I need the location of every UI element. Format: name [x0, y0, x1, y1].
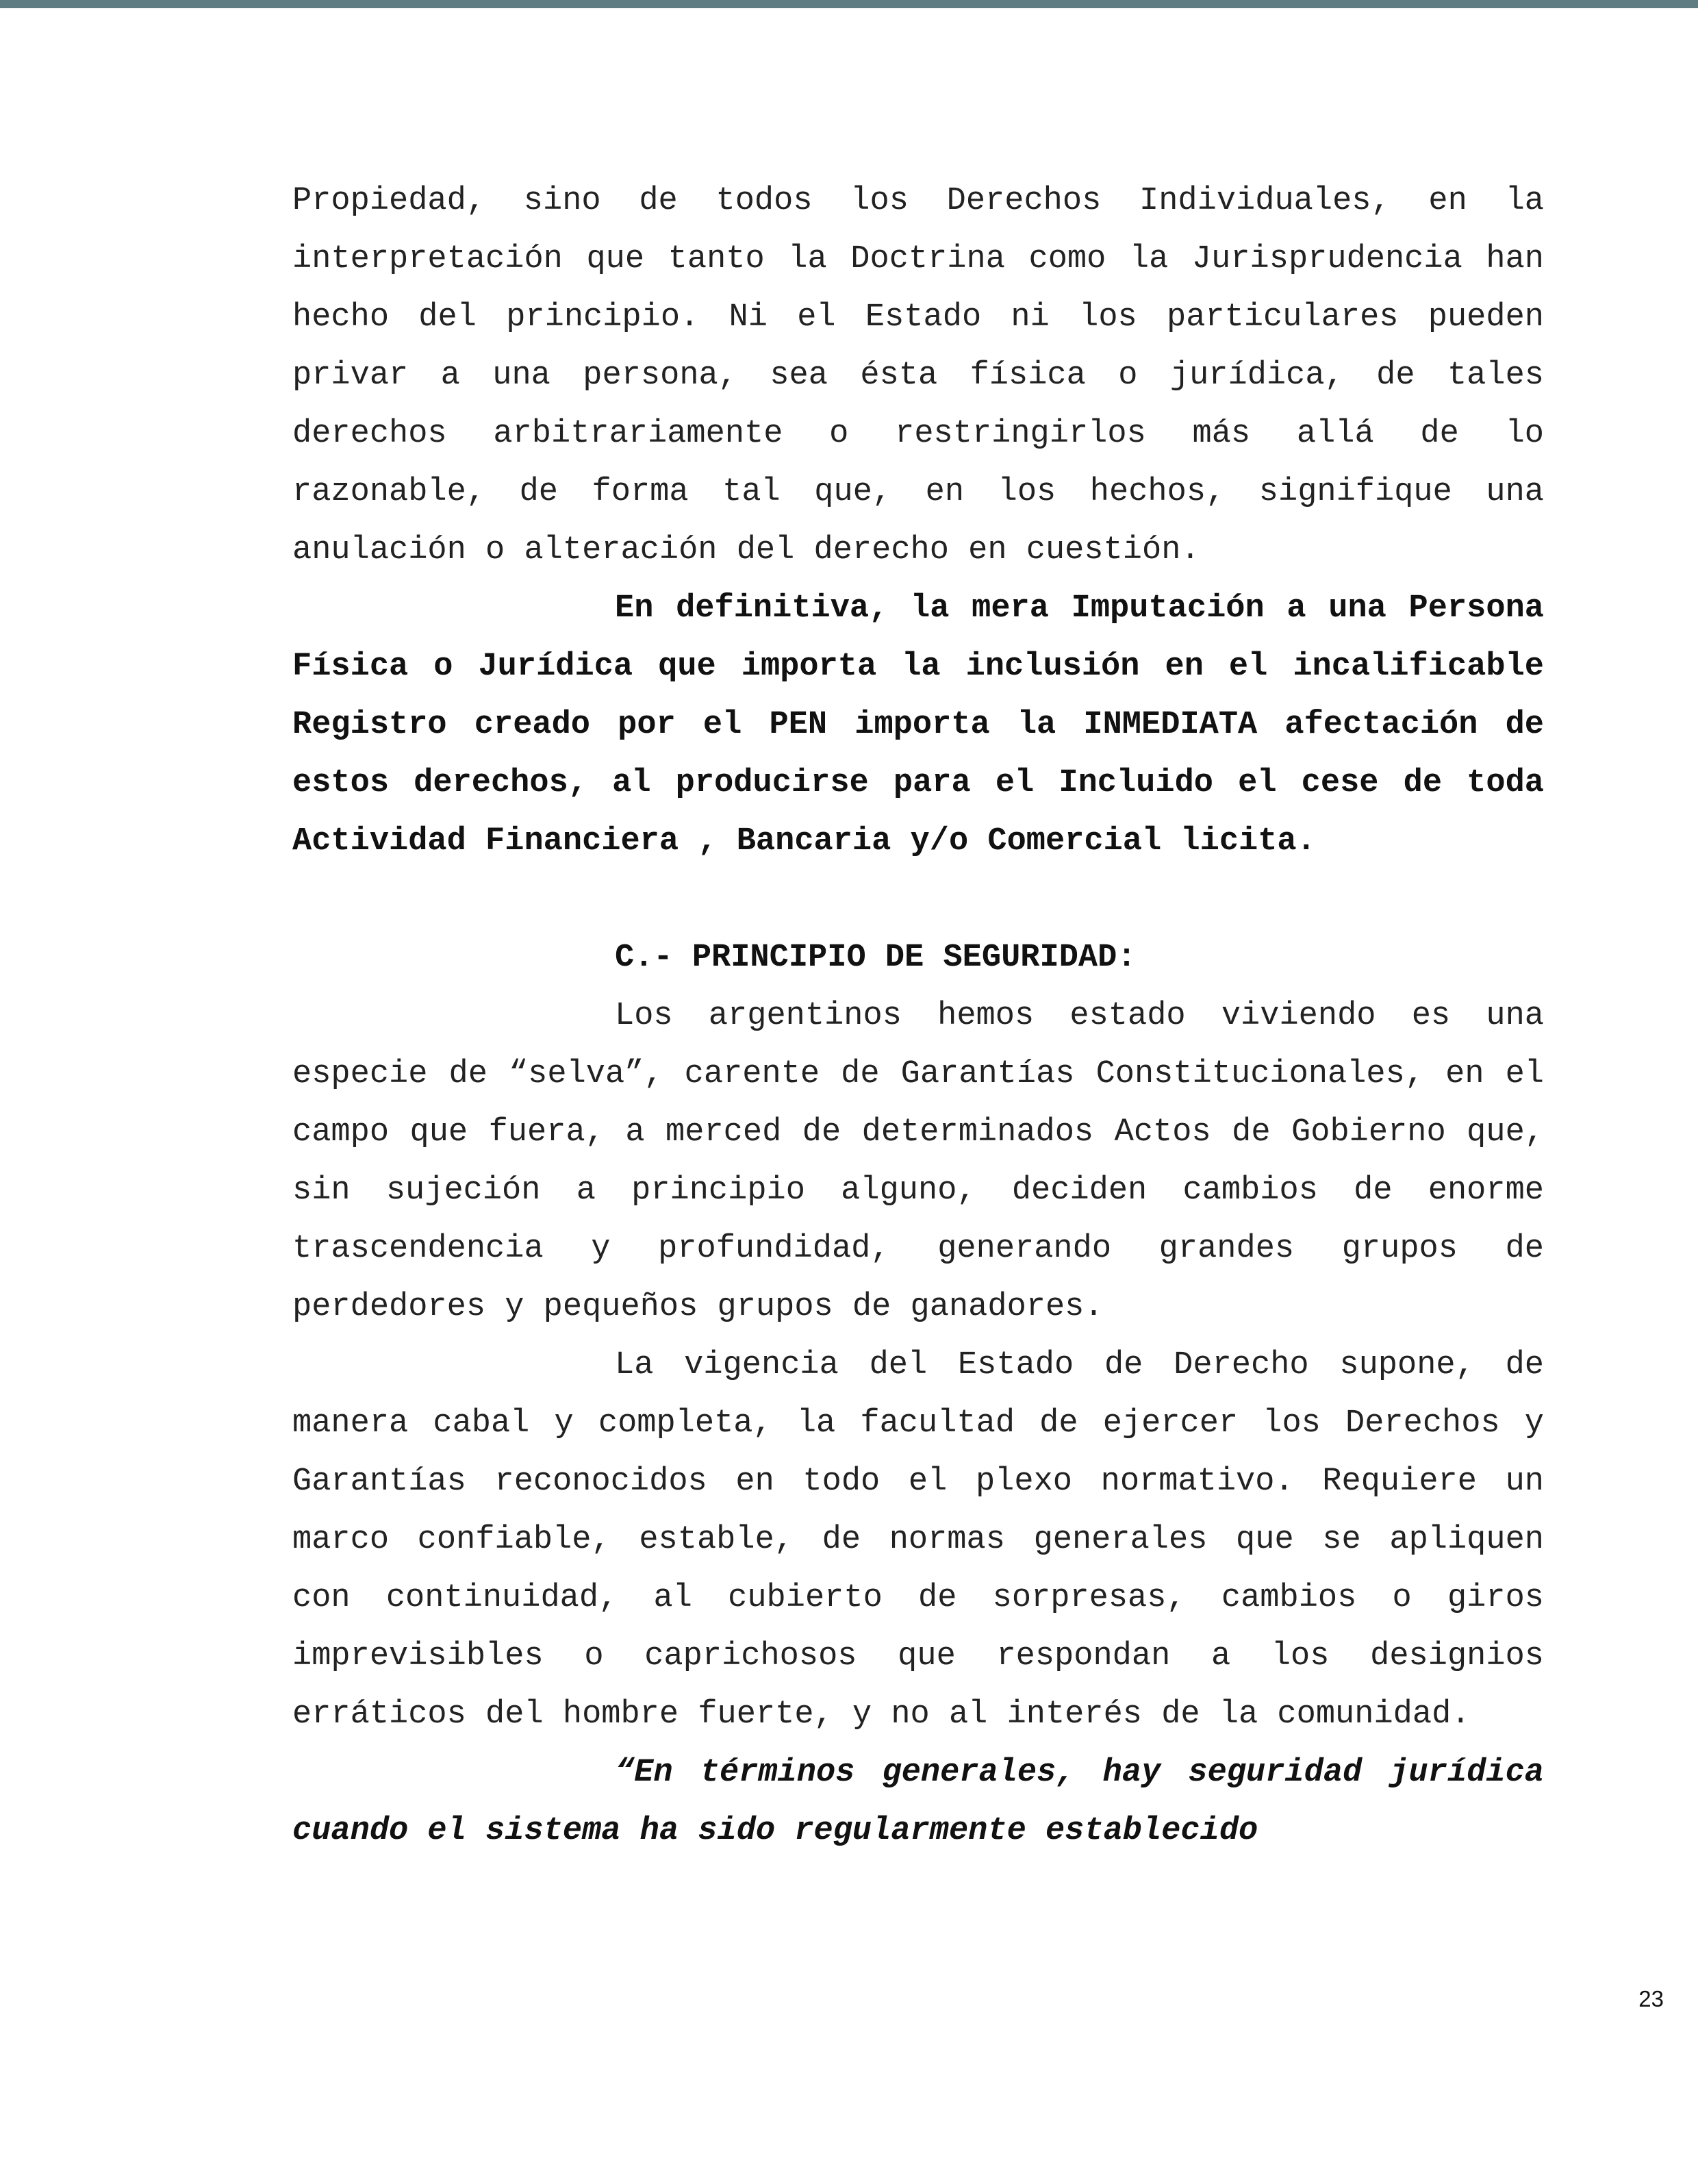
paragraph-los-argentinos: Los argentinos hemos estado viviendo es una especie de “selva”, carente de Garantías Constitucionales, en el campo que fuera, a merced de determinados Actos de Gobierno que, sin sujeción a principio alguno, deciden cambios de enorme trascendencia y profundidad, generando grandes grupos de perdedores y pequeños grupos de ganadores. — [292, 998, 1544, 1325]
paragraph-derechos-individuales: Propiedad, sino de todos los Derechos Individuales, en la interpretación que tanto la Doctrina como la Jurisprudencia han hecho del principio. Ni el Estado ni los particulares pueden privar a una persona, sea ésta física o jurídica, de tales derechos arbitrariamente o restringirlos más allá de lo razonable, de forma tal que, en los hechos, signifique una anulación o alteración del derecho en cuestión. — [292, 183, 1544, 568]
paragraph-quote-seguridad-juridica: “En términos generales, hay seguridad jurídica cuando el sistema ha sido regularmente establecido — [292, 1755, 1544, 1849]
paragraph-spacer — [292, 870, 1544, 929]
paragraph-vigencia-estado-derecho: La vigencia del Estado de Derecho supone, de manera cabal y completa, la facultad de ejercer los Derechos y Garantías reconocidos en todo el plexo normativo. Requiere un marco confiable, estable, de normas generales que se apliquen con continuidad, al cubierto de sorpresas, cambios o giros imprevisibles o caprichosos que respondan a los designios erráticos del hombre fuerte, y no al interés de la comunidad. — [292, 1347, 1544, 1733]
top-header-bar — [0, 0, 1698, 8]
document-body — [292, 172, 1544, 1860]
paragraph-en-definitiva: En definitiva, la mera Imputación a una Persona Física o Jurídica que importa la inclusión en el incalificable Registro creado por el PEN importa la INMEDIATA afectación de estos derechos, al producirse para el Incluido el cese de toda Actividad Financiera , Bancaria y/o Comercial licita. — [292, 590, 1544, 859]
section-heading-principio-seguridad: C.- PRINCIPIO DE SEGURIDAD: — [615, 940, 1137, 976]
page-number: 23 — [1638, 1986, 1664, 2011]
